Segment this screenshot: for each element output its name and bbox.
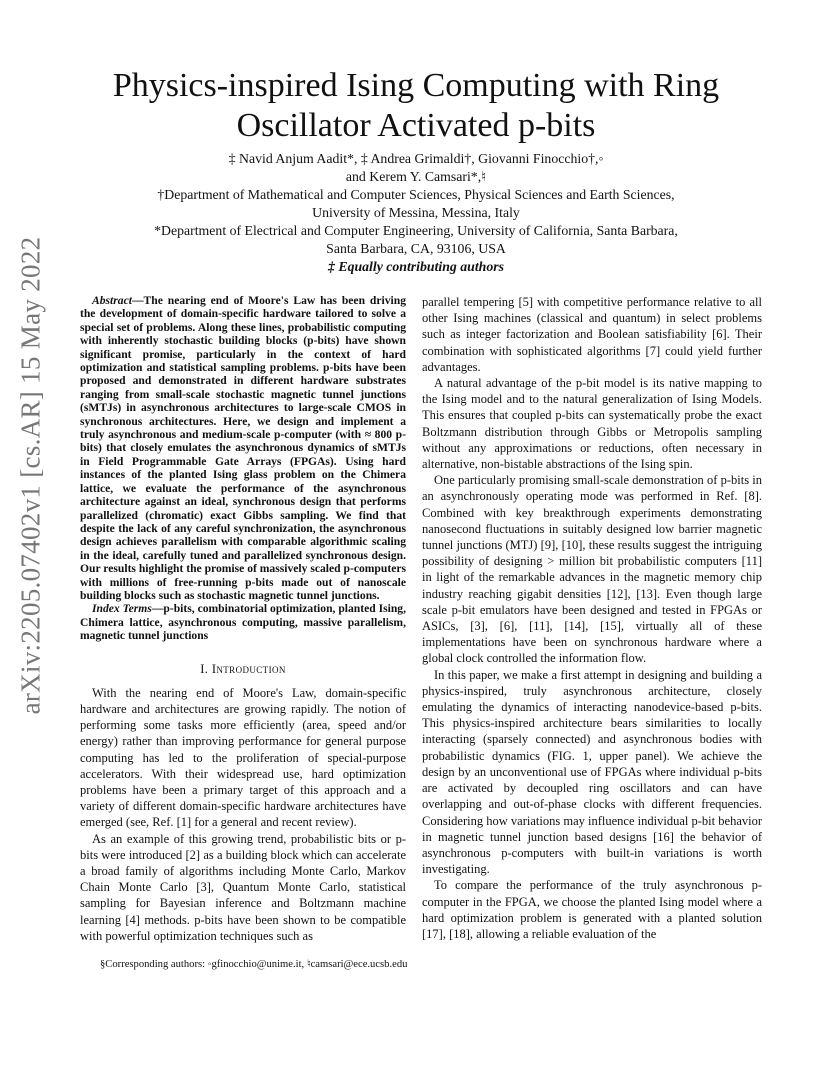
right-paragraph-1: parallel tempering [5] with competitive performance relative to all other Ising machines (classical and quantum) in select problems such as integer factorization and Boolean satisfiability [6]. Their combination with sophisticated algorithms [7] could yield further advantages. (422, 295, 762, 374)
title-line-1: Physics-inspired Ising Computing with Ring (112, 67, 720, 104)
right-column (422, 294, 762, 942)
abstract-text: —The nearing end of Moore's Law has been driving the development of domain-specific hardware tailored to solve a special set of problems. Along these lines, probabilistic computing with inherently stochastic building blocks (p-bits) have shown significant promise, particularly in the context of hard optimization and statistical sampling problems. p-bits have been proposed and demonstrated in different hardware substrates ranging from small-scale stochastic magnetic tunnel junctions (sMTJs) in asynchronous architectures to large-scale CMOS in synchronous architectures. Here, we design and implement a truly asynchronous and medium-scale p-computer (with ≈ 800 p-bits) that closely emulates the asynchronous dynamics of sMTJs in Field Programmable Gate Arrays (FPGAs). Using hard instances of the planted Ising glass problem on the Chimera lattice, we evaluate the performance of the asynchronous architecture against an ideal, synchronous design that performs parallelized (chromatic) exact Gibbs sampling. We find that despite the lack of any careful synchronization, the asynchronous design achieves parallelism with comparable algorithmic scaling in the ideal, carefully tuned and parallelized synchronous design. Our results highlight the promise of massively scaled p-computers with millions of free-running p-bits made out of nanoscale building blocks such as stochastic magnetic tunnel junctions. (80, 294, 406, 602)
equal-contribution-note: ‡ Equally contributing authors (328, 259, 504, 274)
intro-paragraph-2: As an example of this growing trend, probabilistic bits or p-bits were introduced [2] as a building block which can accelerate a broad family of algorithms including Monte Carlo, Markov Chain Monte Carlo [3], Quantum Monte Carlo, statistical sampling for Bayesian inference and Boltzmann machine learning [4] methods. p-bits have been shown to be compatible with powerful optimization techniques such as (80, 831, 406, 943)
title-line-2: Oscillator Activated p-bits (236, 107, 596, 144)
section-heading-introduction: I. Introduction (200, 661, 286, 676)
author-block (80, 150, 752, 276)
author-line-1: ‡ Navid Anjum Aadit*, ‡ Andrea Grimaldi†, Giovanni Finocchio†,◦ (228, 151, 604, 166)
left-column (80, 294, 406, 944)
abstract (80, 294, 406, 602)
right-paragraph-4: In this paper, we make a first attempt in designing and building a physics-inspired, truly asynchronous architecture, closely emulating the dynamics of interacting nanodevice-based p-bits. This physics-inspired architecture bears similarities to locally interacting (sparsely connected) and asynchronous bodies with probabilistic dynamics (FIG. 1, upper panel). We achieve the design by an unconventional use of FPGAs where individual p-bits are activated by decoupled ring oscillators and can have overlapping and out-of-phase clocks with different frequencies. Considering how variations may influence individual p-bit behavior in magnetic tunnel junction based designs [16] the behavior of asynchronous p-computers with built-in variations is worth investigating. (422, 667, 762, 877)
author-line-2: and Kerem Y. Camsari*,♮ (345, 169, 487, 184)
index-terms (80, 602, 406, 642)
intro-paragraph-1: With the nearing end of Moore's Law, domain-specific hardware and architectures are growing rapidly. The notion of performing some tasks more efficiently (area, speed and/or energy) rather than improving performance for general purpose computing has led to the proliferation of special-purpose accelerators. With their widespread use, hard optimization problems have been a primary target of this approach and a variety of different domain-specific hardware architectures have emerged (see, Ref. [1] for a general and recent review). (80, 685, 406, 830)
arxiv-sidebar (10, 236, 52, 714)
corresponding-authors-footnote: §Corresponding authors: ◦gfinocchio@unime.it, ♮camsari@ece.ucsb.edu (100, 959, 408, 970)
right-paragraph-3: One particularly promising small-scale demonstration of p-bits in an asynchronously operating mode was performed in Ref. [8]. Combined with key breakthrough experiments demonstrating nanosecond fluctuations in suitably designed low barrier magnetic tunnel junctions (MTJ) [9], [10], these results suggest the intriguing possibility of designing > million bit probabilistic computers [11] in light of the remarkable advances in the magnetic memory chip industry reaching gigabit densities [12], [13]. Even though large scale p-bit emulators have been designed and tested in FPGAs or ASICs, [3], [6], [11], [14], [15], virtually all of these implementations have been on synchronous hardware where a global clock controlled the information flow. (422, 473, 762, 666)
arxiv-identifier: arXiv:2205.07402v1 [cs.AR] 15 May 2022 (15, 236, 46, 714)
affiliation-1a: †Department of Mathematical and Computer Sciences, Physical Sciences and Earth Sciences, (157, 187, 675, 202)
right-paragraph-2: A natural advantage of the p-bit model is its native mapping to the Ising model and to the natural generalization of Ising Models. This ensures that coupled p-bits can systematically probe the exact Boltzmann distribution through Gibbs or Metropolis sampling without any approximations or reductions, often necessary in alternative, non-bistable abstractions of the Ising spin. (422, 376, 762, 472)
index-terms-label: Index Terms (92, 602, 152, 616)
paper-title (80, 66, 752, 146)
abstract-label: Abstract (92, 294, 132, 307)
affiliation-1b: University of Messina, Messina, Italy (312, 205, 520, 220)
affiliation-2b: Santa Barbara, CA, 93106, USA (326, 241, 506, 256)
affiliation-2a: *Department of Electrical and Computer Engineering, University of California, Santa Barbara, (154, 223, 678, 238)
index-terms-text: —p-bits, combinatorial optimization, planted Ising, Chimera lattice, asynchronous computing, massive parallelism, magnetic tunnel junctions (80, 602, 407, 643)
right-paragraph-5: To compare the performance of the truly asynchronous p-computer in the FPGA, we choose the planted Ising model where a hard optimization problem is generated with a planted solution [17], [18], allowing a reliable evaluation of the (422, 878, 762, 941)
